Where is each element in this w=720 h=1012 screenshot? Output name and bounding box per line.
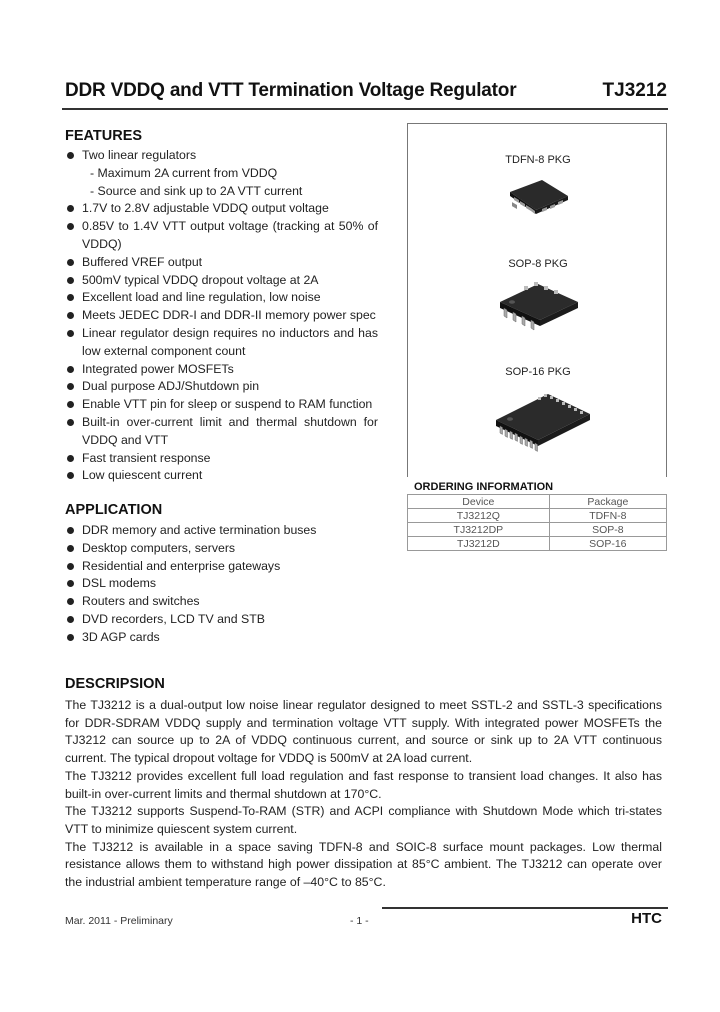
bullet-icon (67, 330, 74, 337)
list-item: DDR memory and active termination buses (65, 522, 385, 540)
ordering-table (407, 494, 667, 551)
bullet-icon (67, 419, 74, 426)
bullet-icon (67, 312, 74, 319)
description-heading: DESCRIPSION (65, 676, 165, 692)
bullet-icon (67, 205, 74, 212)
list-item: Enable VTT pin for sleep or suspend to RAM function (65, 396, 378, 414)
list-item: Built-in over-current limit and thermal shutdown for VDDQ and VTT (65, 414, 378, 450)
sop8-label: SOP-8 PKG (508, 258, 568, 270)
description-paragraph: The TJ3212 is available in a space saving TDFN-8 and SOIC-8 surface mount packages. Low thermal resistance allows them to withstand high power dissipation at 85°C ambient. The TJ3212 can operate over the industrial ambient temperature range of –40°C to 85°C. (65, 839, 662, 890)
table-cell: TJ3212D (408, 537, 550, 551)
list-item: 3D AGP cards (65, 629, 385, 647)
description-paragraph: The TJ3212 supports Suspend-To-RAM (STR) and ACPI compliance with Shutdown Mode which tri-states VTT to minimize quiescent system current. (65, 804, 662, 836)
list-item: Residential and enterprise gateways (65, 558, 385, 576)
table-cell: TJ3212DP (408, 523, 550, 537)
list-item: Linear regulator design requires no inductors and has low external component count (65, 325, 378, 361)
table-cell: TDFN-8 (549, 509, 666, 523)
list-item: 0.85V to 1.4V VTT output voltage (tracking at 50% of VDDQ) (65, 218, 378, 254)
package-box (407, 123, 667, 477)
part-number: TJ3212 (602, 80, 667, 101)
list-item: Fast transient response (65, 450, 378, 468)
bullet-icon (67, 259, 74, 266)
table-cell: SOP-8 (549, 523, 666, 537)
table-cell: SOP-16 (549, 537, 666, 551)
header-divider (62, 108, 668, 110)
description-paragraph: The TJ3212 is a dual-output low noise linear regulator designed to meet SSTL-2 and SSTL-3 specifications for DDR-SDRAM VDDQ supply and termination voltage VTT supply. With integrated power MOSFETs the TJ3212 can source up to 2A of VDDQ continuous current, and source or sink up to 2A VTT continuous current. The typical dropout voltage for VDDQ is 500mV at 2A load current. (65, 698, 662, 766)
bullet-icon (67, 563, 74, 570)
list-subitem: - Source and sink up to 2A VTT current (90, 183, 303, 198)
list-item: Excellent load and line regulation, low noise (65, 289, 378, 307)
list-item: Two linear regulators (65, 147, 378, 165)
sop16-label: SOP-16 PKG (505, 366, 571, 378)
bullet-icon (67, 634, 74, 641)
bullet-icon (67, 366, 74, 373)
bullet-icon (67, 472, 74, 479)
list-item: DSL modems (65, 575, 385, 593)
features-heading: FEATURES (65, 128, 143, 144)
bullet-icon (67, 580, 74, 587)
list-item: 500mV typical VDDQ dropout voltage at 2A (65, 272, 378, 290)
bullet-icon (67, 277, 74, 284)
list-subitem: - Maximum 2A current from VDDQ (90, 165, 278, 180)
footer-date: Mar. 2011 - Preliminary (65, 915, 173, 927)
description-body (65, 697, 662, 892)
list-item: Integrated power MOSFETs (65, 361, 378, 379)
list-item: Routers and switches (65, 593, 385, 611)
bullet-icon (67, 152, 74, 159)
bullet-icon (67, 545, 74, 552)
bullet-icon (67, 598, 74, 605)
description-paragraph: The TJ3212 provides excellent full load regulation and fast response to transient load changes. It also has built-in over-current limits and thermal shutdown at 170°C. (65, 768, 662, 801)
bullet-icon (67, 383, 74, 390)
ordering-heading: ORDERING INFORMATION (414, 481, 554, 493)
table-row (408, 509, 667, 523)
table-row (408, 537, 667, 551)
footer-divider (382, 907, 668, 909)
page-number: - 1 - (350, 915, 369, 927)
application-heading: APPLICATION (65, 502, 163, 518)
bullet-icon (67, 616, 74, 623)
sop8-package-icon (490, 276, 590, 338)
brand-logo: HTC (631, 910, 662, 927)
bullet-icon (67, 223, 74, 230)
column-header: Package (549, 495, 666, 509)
bullet-icon (67, 527, 74, 534)
list-item: Desktop computers, servers (65, 540, 385, 558)
list-item: Dual purpose ADJ/Shutdown pin (65, 378, 378, 396)
list-item: Meets JEDEC DDR-I and DDR-II memory power spec (65, 307, 378, 325)
application-list (65, 522, 385, 647)
list-item: Buffered VREF output (65, 254, 378, 272)
list-item: 1.7V to 2.8V adjustable VDDQ output voltage (65, 200, 378, 218)
table-header-row (408, 495, 667, 509)
bullet-icon (67, 455, 74, 462)
table-cell: TJ3212Q (408, 509, 550, 523)
bullet-icon (67, 401, 74, 408)
list-item: Low quiescent current (65, 467, 378, 485)
sop16-package-icon (488, 386, 598, 456)
page-title: DDR VDDQ and VTT Termination Voltage Regulator (65, 80, 517, 101)
bullet-icon (67, 294, 74, 301)
table-row (408, 523, 667, 537)
column-header: Device (408, 495, 550, 509)
list-item: DVD recorders, LCD TV and STB (65, 611, 385, 629)
tdfn-package-icon (498, 172, 578, 222)
tdfn-label: TDFN-8 PKG (505, 154, 571, 166)
features-list (65, 147, 378, 485)
